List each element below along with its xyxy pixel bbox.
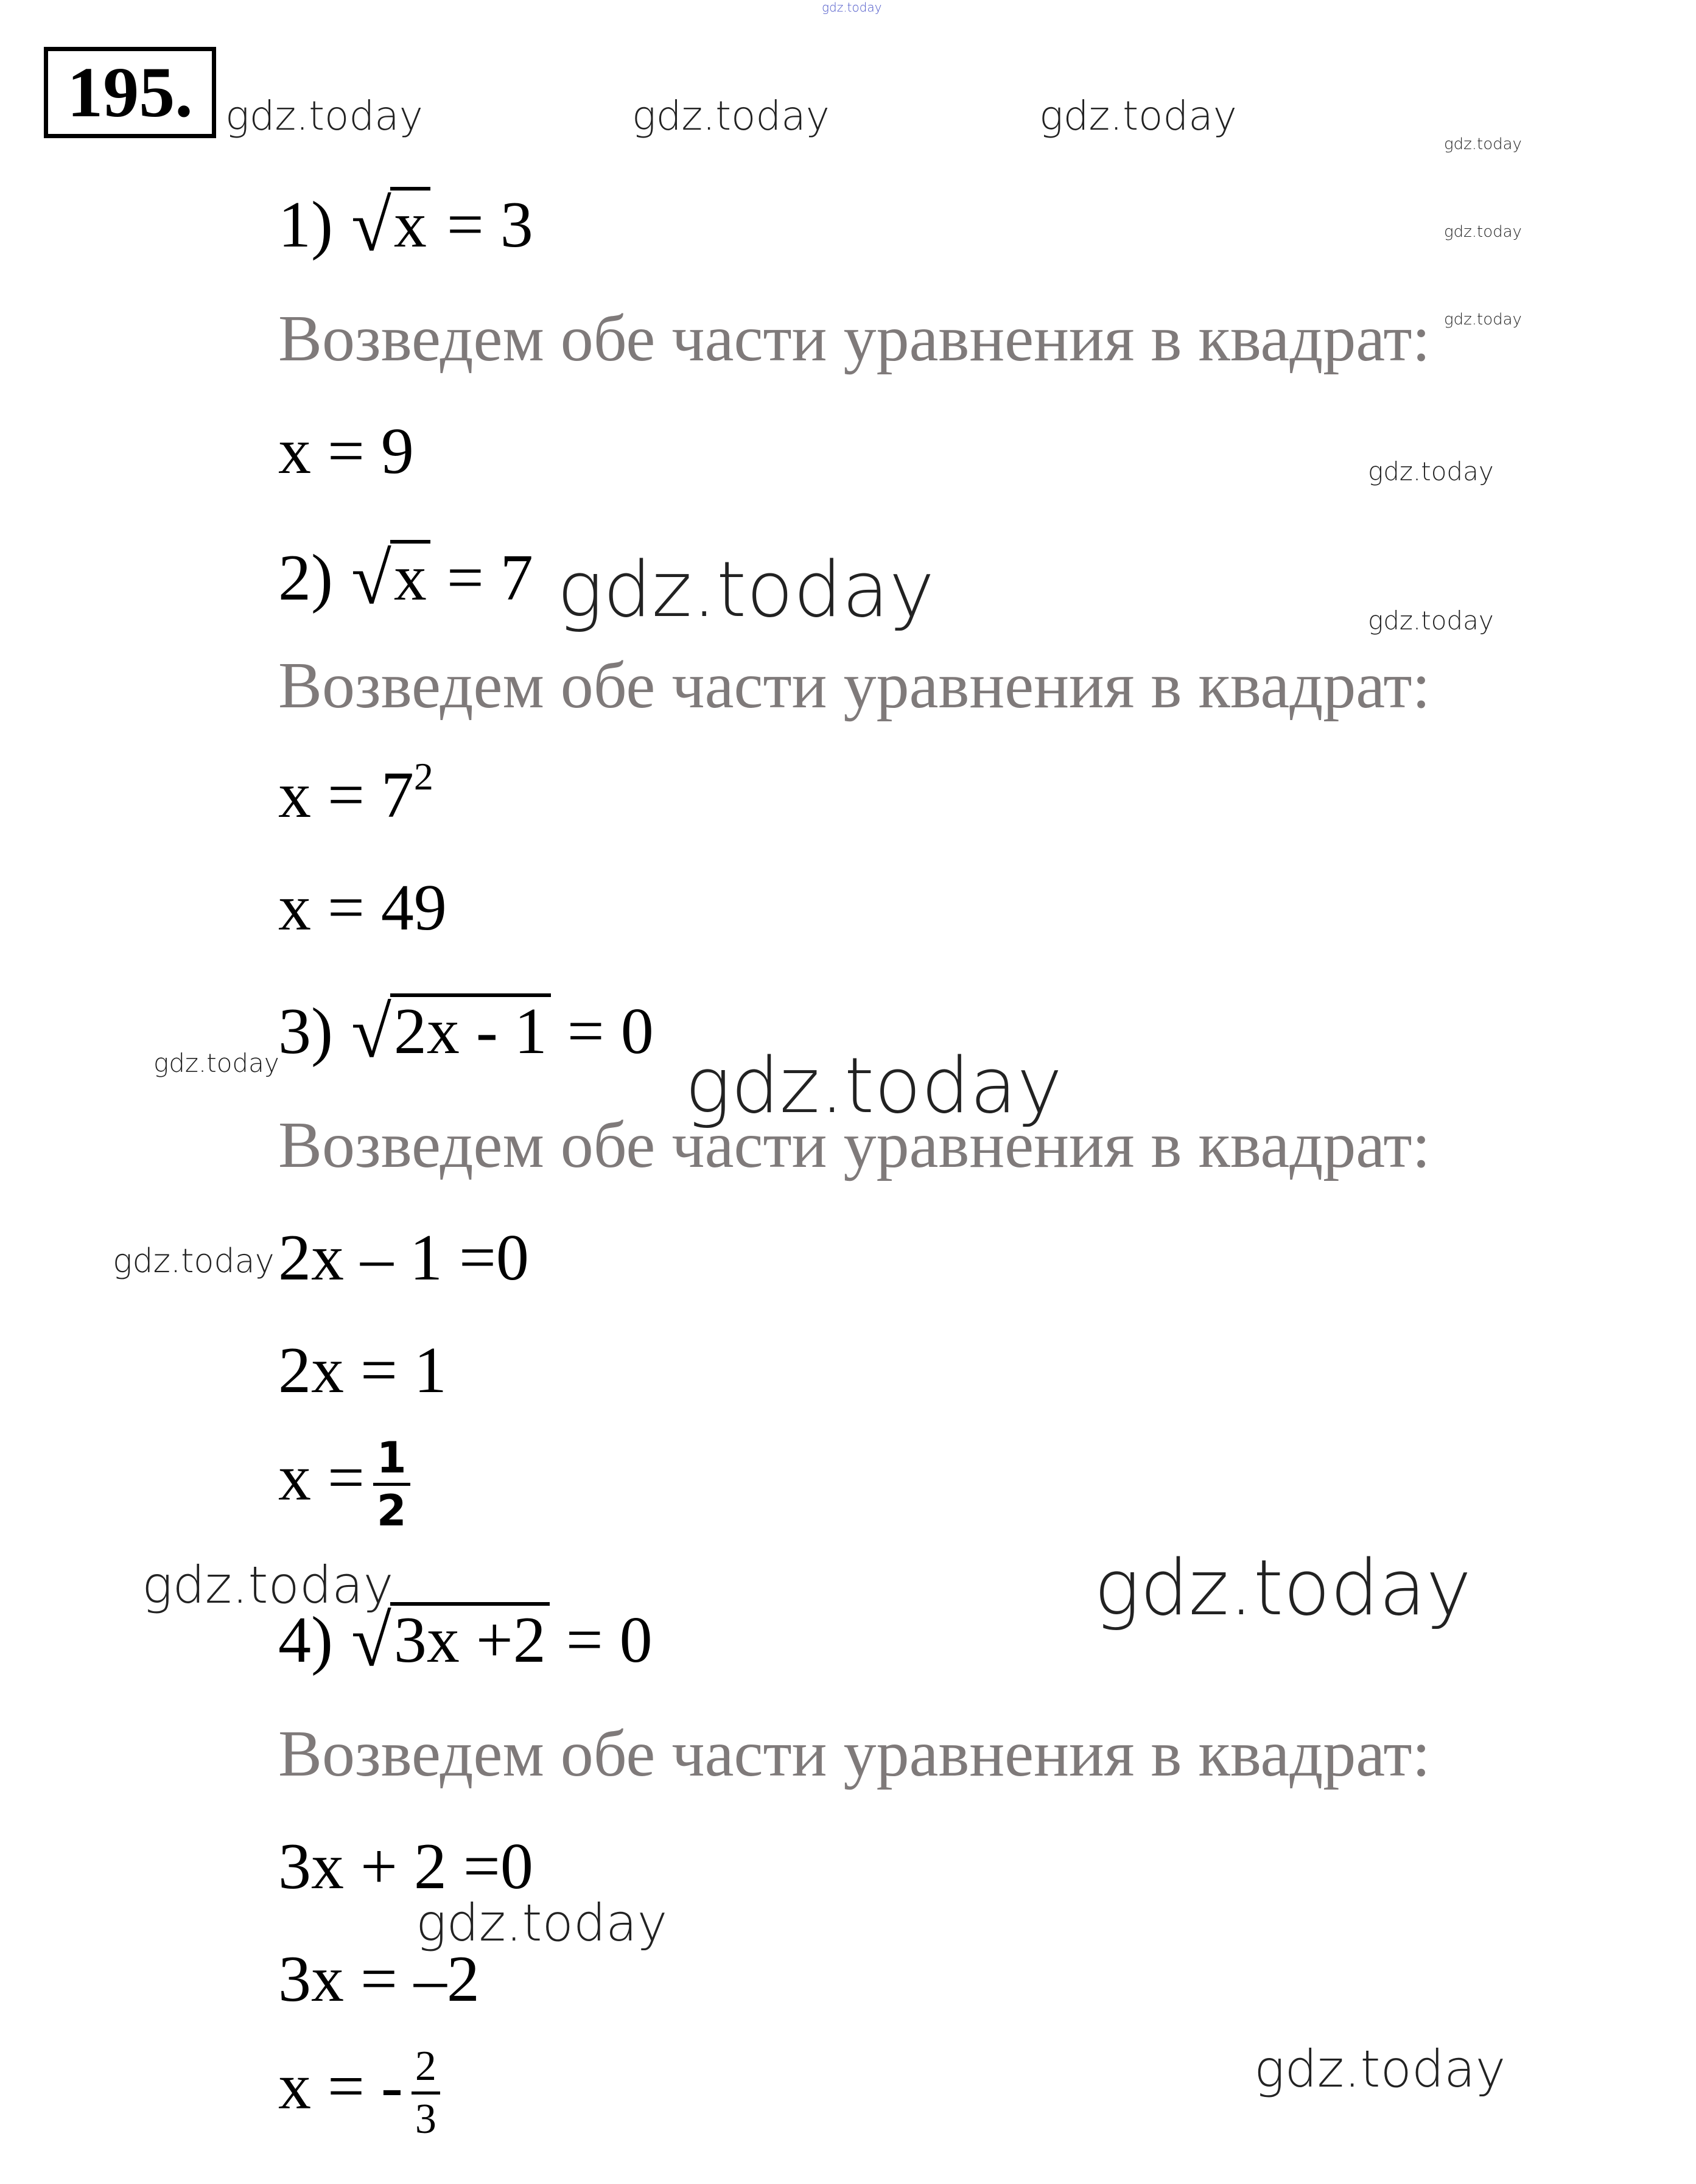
equation-4	[278, 1600, 653, 1681]
watermark: gdz.today	[225, 93, 423, 139]
step: 3x = –2	[278, 1943, 480, 2015]
step: 2x – 1 =0	[278, 1222, 529, 1294]
rhs: = 0	[567, 995, 654, 1068]
watermark: gdz.today	[113, 1242, 275, 1280]
watermark: gdz.today	[1254, 2039, 1506, 2099]
watermark: gdz.today	[1444, 223, 1522, 241]
radicand: x	[390, 187, 430, 259]
rhs: = 3	[446, 189, 533, 261]
fraction: $\frac{1}{2}$	[373, 1437, 410, 1532]
watermark: gdz.today	[632, 93, 830, 139]
instruction-3: Возведем обе части уравнения в квадрат:	[278, 1109, 1431, 1181]
equation-1	[278, 185, 533, 266]
step: x = - $\frac{2}{3}$	[278, 2045, 440, 2141]
watermark: gdz.today	[416, 1893, 668, 1953]
exponent: 2	[413, 755, 433, 798]
radicand: x	[390, 540, 430, 612]
watermark: gdz.today	[1039, 93, 1237, 139]
watermark: gdz.today	[153, 1048, 279, 1078]
watermark: gdz.today	[685, 1041, 1063, 1130]
rhs: = 7	[446, 542, 533, 614]
sqrt: √x	[351, 539, 430, 616]
problem-number: 195.	[44, 47, 216, 138]
watermark: gdz.today	[1368, 457, 1494, 486]
watermark: gdz.today	[822, 0, 882, 15]
step: x = $\frac{1}{2}$	[278, 1437, 410, 1532]
step: 2x = 1	[278, 1334, 447, 1407]
step: x = 49	[278, 872, 447, 944]
step: $x = 7^2$	[278, 755, 433, 831]
fraction: $\frac{2}{3}$	[412, 2045, 440, 2141]
part-label: 4)	[278, 1604, 333, 1676]
equation-3	[278, 992, 654, 1073]
sqrt: √x	[351, 186, 430, 263]
sqrt: √2x - 1	[351, 992, 551, 1069]
watermark: gdz.today	[1094, 1543, 1472, 1633]
step: x = 9	[278, 415, 414, 488]
radicand: 3x +2	[390, 1602, 550, 1675]
part-label: 2)	[278, 542, 333, 614]
watermark: gdz.today	[142, 1555, 394, 1615]
watermark: gdz.today	[1444, 135, 1522, 153]
watermark: gdz.today	[557, 545, 935, 634]
rhs: = 0	[566, 1604, 653, 1676]
part-label: 1)	[278, 189, 333, 261]
watermark: gdz.today	[1368, 606, 1494, 635]
watermark: gdz.today	[1444, 310, 1522, 329]
sqrt: √3x +2	[351, 1601, 550, 1678]
instruction-4: Возведем обе части уравнения в квадрат:	[278, 1718, 1431, 1790]
instruction-2: Возведем обе части уравнения в квадрат:	[278, 649, 1431, 722]
radicand: 2x - 1	[390, 993, 551, 1066]
step: 3x + 2 =0	[278, 1830, 533, 1903]
part-label: 3)	[278, 995, 333, 1068]
instruction-1: Возведем обе части уравнения в квадрат:	[278, 303, 1431, 375]
equation-2	[278, 538, 533, 619]
